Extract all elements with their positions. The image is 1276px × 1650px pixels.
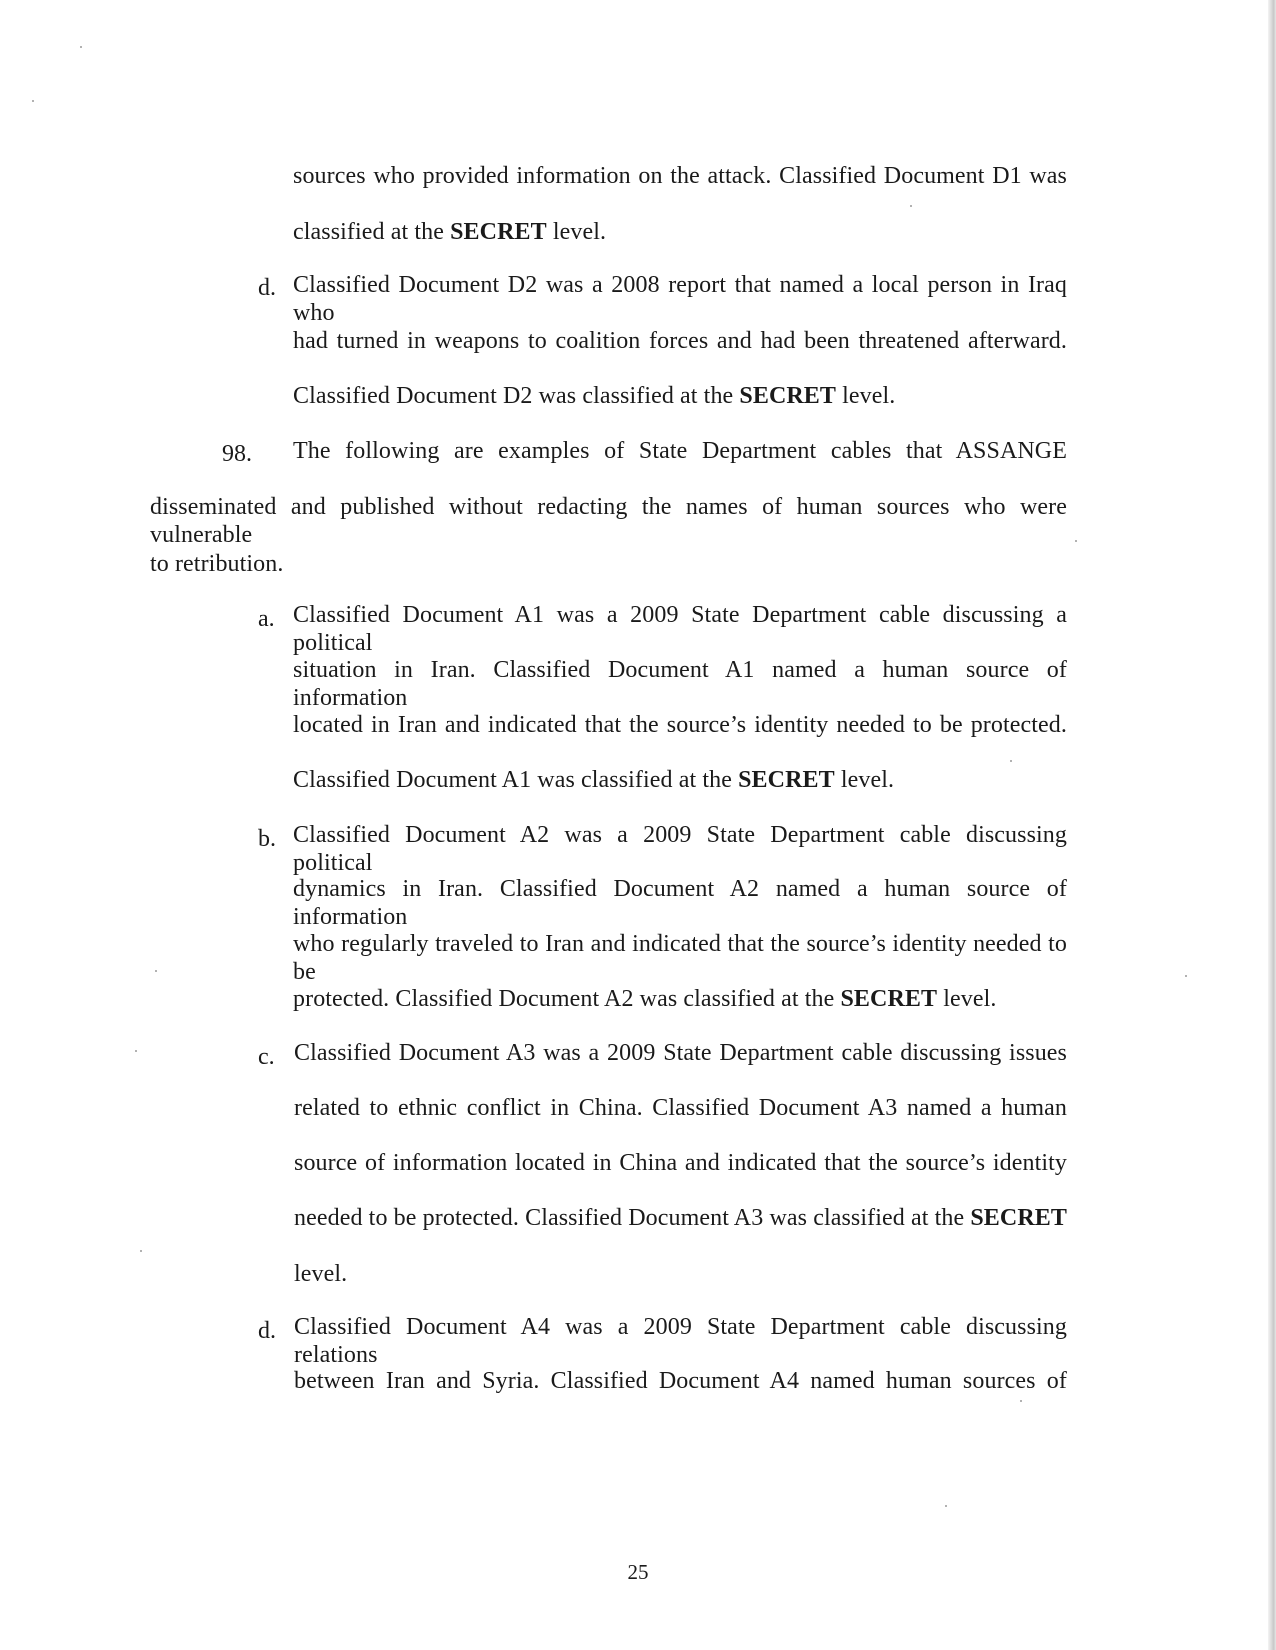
text-run: level.: [834, 767, 895, 793]
list-marker: d.: [258, 275, 276, 301]
text-run: level.: [836, 383, 896, 409]
body-line: who regularly traveled to Iran and indicated that the source’s identity needed to be: [293, 931, 1067, 985]
body-line: [294, 1204, 1067, 1232]
list-marker: d.: [258, 1318, 276, 1344]
text-run: level.: [937, 986, 997, 1012]
text-run: protected. Classified Document A2 was classified at the: [293, 986, 841, 1012]
body-line: between Iran and Syria. Classified Document A4 named human sources of: [294, 1368, 1067, 1394]
classification-level: SECRET: [739, 383, 837, 409]
body-line: to retribution.: [150, 551, 284, 577]
body-line: Classified Document A4 was a 2009 State Department cable discussing relations: [294, 1314, 1067, 1368]
list-marker: c.: [258, 1044, 275, 1070]
body-line: located in Iran and indicated that the source’s identity needed to be protected.: [293, 712, 1067, 738]
body-line: Classified Document A3 was a 2009 State Department cable discussing issues: [294, 1040, 1067, 1066]
classification-level: SECRET: [450, 219, 547, 245]
classification-level: SECRET: [970, 1205, 1067, 1231]
body-line: The following are examples of State Department cables that ASSANGE: [293, 438, 1067, 464]
body-line: level.: [294, 1261, 348, 1287]
classification-level: SECRET: [840, 986, 938, 1012]
body-line: source of information located in China and indicated that the source’s identity: [294, 1150, 1067, 1176]
body-line: Classified Document A2 was a 2009 State Department cable discussing political: [293, 822, 1067, 876]
body-line: [293, 218, 606, 246]
text-run: classified at the: [293, 219, 451, 245]
list-marker: b.: [258, 826, 276, 852]
page-number: 25: [627, 1560, 649, 1584]
text-run: Classified Document D2 was classified at the: [293, 383, 740, 409]
body-line: Classified Document D2 was a 2008 report that named a local person in Iraq who: [293, 272, 1067, 326]
body-line: dynamics in Iran. Classified Document A2 named a human source of information: [293, 876, 1067, 930]
body-line: [293, 382, 895, 410]
body-line: sources who provided information on the attack. Classified Document D1 was: [293, 163, 1067, 189]
classification-level: SECRET: [738, 767, 835, 793]
text-run: needed to be protected. Classified Document A3 was classified at the: [294, 1205, 971, 1231]
body-line: disseminated and published without redacting the names of human sources who were vulnerable: [150, 494, 1067, 548]
body-line: [293, 766, 894, 794]
body-line: related to ethnic conflict in China. Classified Document A3 named a human: [294, 1095, 1067, 1121]
body-line: [293, 985, 996, 1013]
text-run: level.: [546, 219, 607, 245]
paragraph-number: 98.: [222, 441, 252, 467]
text-run: Classified Document A1 was classified at the: [293, 767, 739, 793]
body-line: Classified Document A1 was a 2009 State Department cable discussing a political: [293, 602, 1067, 656]
list-marker: a.: [258, 606, 275, 632]
body-line: had turned in weapons to coalition forces and had been threatened afterward.: [293, 328, 1067, 354]
body-line: situation in Iran. Classified Document A1 named a human source of information: [293, 657, 1067, 711]
